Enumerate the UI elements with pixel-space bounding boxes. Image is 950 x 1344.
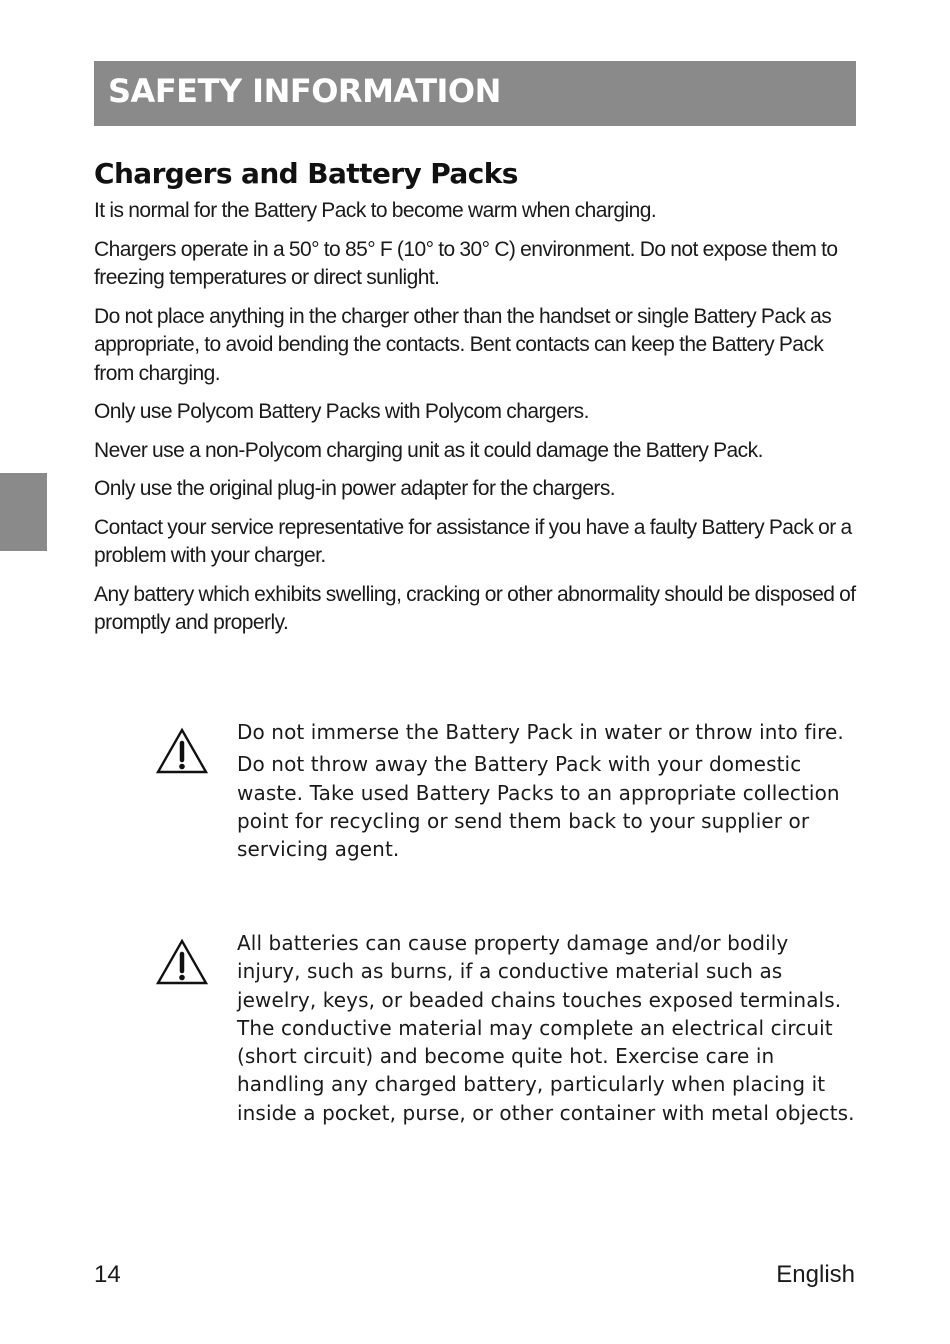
paragraph: Never use a non-Polycom charging unit as it could damage the Battery Pack.	[94, 438, 763, 462]
warning-paragraph: All batteries can cause property damage and/or bodily injury, such as burns, if a conductive material such as jewelry, keys, or beaded chains touches exposed terminals. The conductive material may complete an electrical circuit (short circuit) and become quite hot. Exercise care in handling any charged battery, particularly when placing it inside a pocket, purse, or other container with metal objects.	[237, 931, 855, 1125]
warning-text	[237, 718, 857, 867]
chapter-side-tab	[0, 473, 47, 551]
paragraph: Contact your service representative for assistance if you have a faulty Battery Pack or a problem with your charger.	[94, 515, 852, 567]
warning-triangle-icon	[155, 726, 209, 776]
paragraph: Only use the original plug-in power adapter for the chargers.	[94, 477, 616, 500]
body-text	[94, 197, 856, 648]
page-number: 14	[94, 1261, 121, 1288]
paragraph: It is normal for the Battery Pack to become warm when charging.	[94, 199, 657, 222]
paragraph: Do not place anything in the charger other than the handset or single Battery Pack as appropriate, to avoid bending the contacts. Bent contacts can keep the Battery Pack from charging.	[94, 304, 832, 385]
paragraph: Chargers operate in a 50° to 85° F (10° to 30° C) environment. Do not expose them to freezing temperatures or direct sunlight.	[94, 237, 838, 289]
warning-paragraph: Do not immerse the Battery Pack in water or throw into fire.	[237, 720, 844, 744]
section-heading: Chargers and Battery Packs	[94, 157, 518, 190]
paragraph: Only use Polycom Battery Packs with Polycom chargers.	[94, 400, 589, 423]
section-banner	[94, 61, 856, 126]
paragraph: Any battery which exhibits swelling, cracking or other abnormality should be disposed of promptly and properly.	[94, 582, 856, 634]
page-language: English	[776, 1261, 855, 1288]
banner-title: SAFETY INFORMATION	[108, 72, 501, 110]
warning-paragraph: Do not throw away the Battery Pack with your domestic waste. Take used Battery Packs to an appropriate collection point for recycling or send them back to your supplier or servicing agent.	[237, 752, 840, 862]
warning-text	[237, 929, 857, 1131]
warning-triangle-icon	[155, 937, 209, 987]
